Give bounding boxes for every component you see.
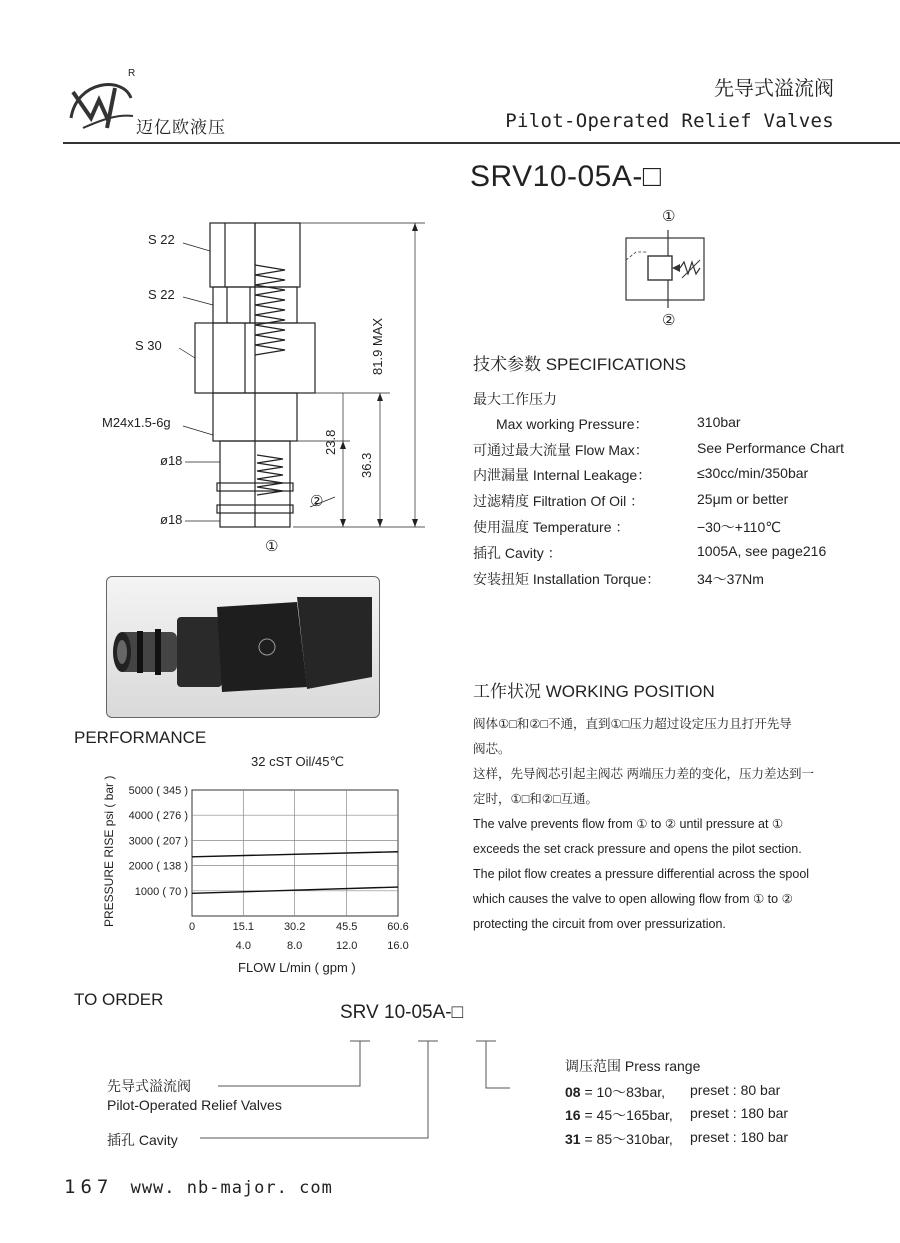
- working-line: The valve prevents flow from ① to ② until pressure at ①: [473, 817, 784, 831]
- chart-x-tick-label: 0: [188, 921, 196, 933]
- spec-label-temperature: 使用温度 Temperature ：: [473, 519, 630, 535]
- chart-y-tick-label: 2000 ( 138 ): [128, 860, 188, 873]
- drawing-port-1: ①: [265, 538, 279, 555]
- press-range-code: 31: [565, 1131, 581, 1147]
- press-range-preset: preset : 180 bar: [690, 1105, 789, 1121]
- press-range-value: = 10～83bar,: [580, 1084, 666, 1100]
- logo-registered-mark: R: [128, 68, 136, 79]
- spec-label-max-pressure: Max working Pressure：: [496, 416, 649, 432]
- product-photo: [106, 576, 380, 718]
- working-line: which causes the valve to open allowing flow from ① to ②: [473, 892, 793, 906]
- working-line: The pilot flow creates a pressure differential across the spool: [473, 867, 810, 881]
- dim-label-hex-s22-top: S 22: [148, 232, 175, 247]
- symbol-port-2: ②: [662, 312, 676, 329]
- working-line: exceeds the set crack pressure and opens the pilot section.: [473, 842, 802, 856]
- spec-pressure-heading: 最大工作压力: [473, 391, 557, 407]
- press-range-preset: preset : 80 bar: [690, 1082, 781, 1098]
- spec-value-max-pressure: 310bar: [697, 414, 741, 430]
- page-title-cn: 先导式溢流阀: [714, 78, 834, 100]
- page-number: 167: [64, 1176, 114, 1198]
- dim-label-hex-s22: S 22: [148, 287, 175, 302]
- chart-x-tick-label: 15.1: [232, 921, 255, 933]
- spec-label-cavity: 插孔 Cavity ：: [473, 545, 562, 561]
- performance-chart: [100, 775, 430, 978]
- chart-x-tick-label: 60.6: [387, 921, 409, 933]
- spec-value-torque: 34～37Nm: [697, 571, 764, 587]
- to-order-heading: TO ORDER: [74, 990, 164, 1009]
- working-line: 定时，①□和②□互通。: [473, 792, 599, 806]
- press-range-row: [565, 1129, 673, 1149]
- dim-overall-length: 81.9 MAX: [370, 317, 385, 375]
- chart-title: 32 cST Oil/45℃: [251, 754, 345, 769]
- press-range-row: [565, 1105, 673, 1125]
- dim-label-hex-s30: S 30: [135, 338, 162, 353]
- working-line: 阀芯。: [473, 742, 511, 756]
- spec-label-flow: 可通过最大流量 Flow Max：: [473, 442, 649, 458]
- spec-label-leakage: 内泄漏量 Internal Leakage：: [473, 467, 652, 483]
- brand-logo: [65, 70, 137, 136]
- working-line: 这样，先导阀芯引起主阀芯 两端压力差的变化，压力差达到一: [473, 767, 814, 781]
- press-range-code: 08: [565, 1084, 581, 1100]
- chart-x-tick-label: 45.5: [335, 921, 358, 933]
- chart-y-tick-label: 5000 ( 345 ): [128, 785, 188, 797]
- spec-value-cavity: 1005A, see page216: [697, 543, 827, 559]
- spec-label-filtration: 过滤精度 Filtration Of Oil ：: [473, 493, 645, 509]
- footer: [64, 1176, 333, 1198]
- order-code-leaders: [190, 1038, 520, 1148]
- spec-value-leakage: ≤30cc/min/350bar: [697, 465, 809, 481]
- order-label-cavity: 插孔 Cavity: [107, 1132, 178, 1148]
- press-range-heading: 调压范围 Press range: [565, 1058, 701, 1074]
- chart-x-tick-label-gpm: 12.0: [335, 940, 358, 952]
- dim-23-8: 23.8: [323, 429, 338, 455]
- performance-heading: PERFORMANCE: [74, 728, 207, 747]
- press-range-value: = 45～165bar,: [580, 1107, 673, 1123]
- chart-y-tick-label: 1000 ( 70 ): [134, 885, 188, 898]
- press-range-preset: preset : 180 bar: [690, 1129, 789, 1145]
- spec-value-temperature: −30～+110℃: [697, 519, 781, 535]
- chart-y-tick-label: 3000 ( 207 ): [128, 835, 188, 848]
- hydraulic-symbol: [620, 230, 710, 308]
- press-range-value: = 85～310bar,: [580, 1131, 673, 1147]
- valve-cross-section-drawing: [95, 215, 445, 565]
- spec-label-torque: 安装扭矩 Installation Torque：: [473, 571, 661, 587]
- drawing-port-2: ②: [310, 493, 324, 510]
- symbol-port-1: ①: [662, 208, 676, 225]
- page-title-en: Pilot-Operated Relief Valves: [505, 110, 834, 132]
- chart-y-tick-label: 4000 ( 276 ): [128, 810, 188, 823]
- working-position-heading: 工作状况 WORKING POSITION: [473, 682, 715, 701]
- chart-x-tick-label: 30.2: [283, 921, 306, 933]
- chart-x-axis-label: FLOW L/min ( gpm ): [238, 960, 356, 975]
- working-line: 阀体①□和②□不通，直到①□压力超过设定压力且打开先导: [473, 717, 792, 731]
- dim-label-thread: M24x1.5-6g: [102, 415, 171, 430]
- press-range-code: 16: [565, 1107, 581, 1123]
- dim-label-dia-upper: ø18: [160, 453, 183, 468]
- order-code: SRV 10-05A-□: [340, 1002, 464, 1023]
- specifications-heading: 技术参数 SPECIFICATIONS: [473, 355, 687, 374]
- dim-label-dia-lower: ø18: [160, 512, 183, 527]
- press-range-row: [565, 1082, 665, 1102]
- website-link[interactable]: www. nb-major. com: [130, 1178, 333, 1198]
- header-rule: [63, 142, 900, 144]
- working-position-text: [473, 712, 873, 937]
- chart-x-tick-label-gpm: 4.0: [235, 940, 251, 952]
- dim-36-3: 36.3: [359, 452, 374, 478]
- spec-value-filtration: 25μm or better: [697, 491, 789, 507]
- order-label-type-cn: 先导式溢流阀: [107, 1078, 191, 1094]
- chart-x-tick-label-gpm: 8.0: [287, 940, 303, 952]
- model-number: SRV10-05A-□: [470, 160, 662, 193]
- brand-name: 迈亿欧液压: [136, 118, 226, 137]
- spec-value-flow: See Performance Chart: [697, 440, 845, 456]
- chart-y-axis-label: PRESSURE RISE psi ( bar ): [102, 775, 116, 927]
- chart-x-tick-label-gpm: 16.0: [387, 940, 409, 952]
- working-line: protecting the circuit from over pressurization.: [473, 917, 726, 931]
- order-label-type-en: Pilot-Operated Relief Valves: [107, 1097, 282, 1113]
